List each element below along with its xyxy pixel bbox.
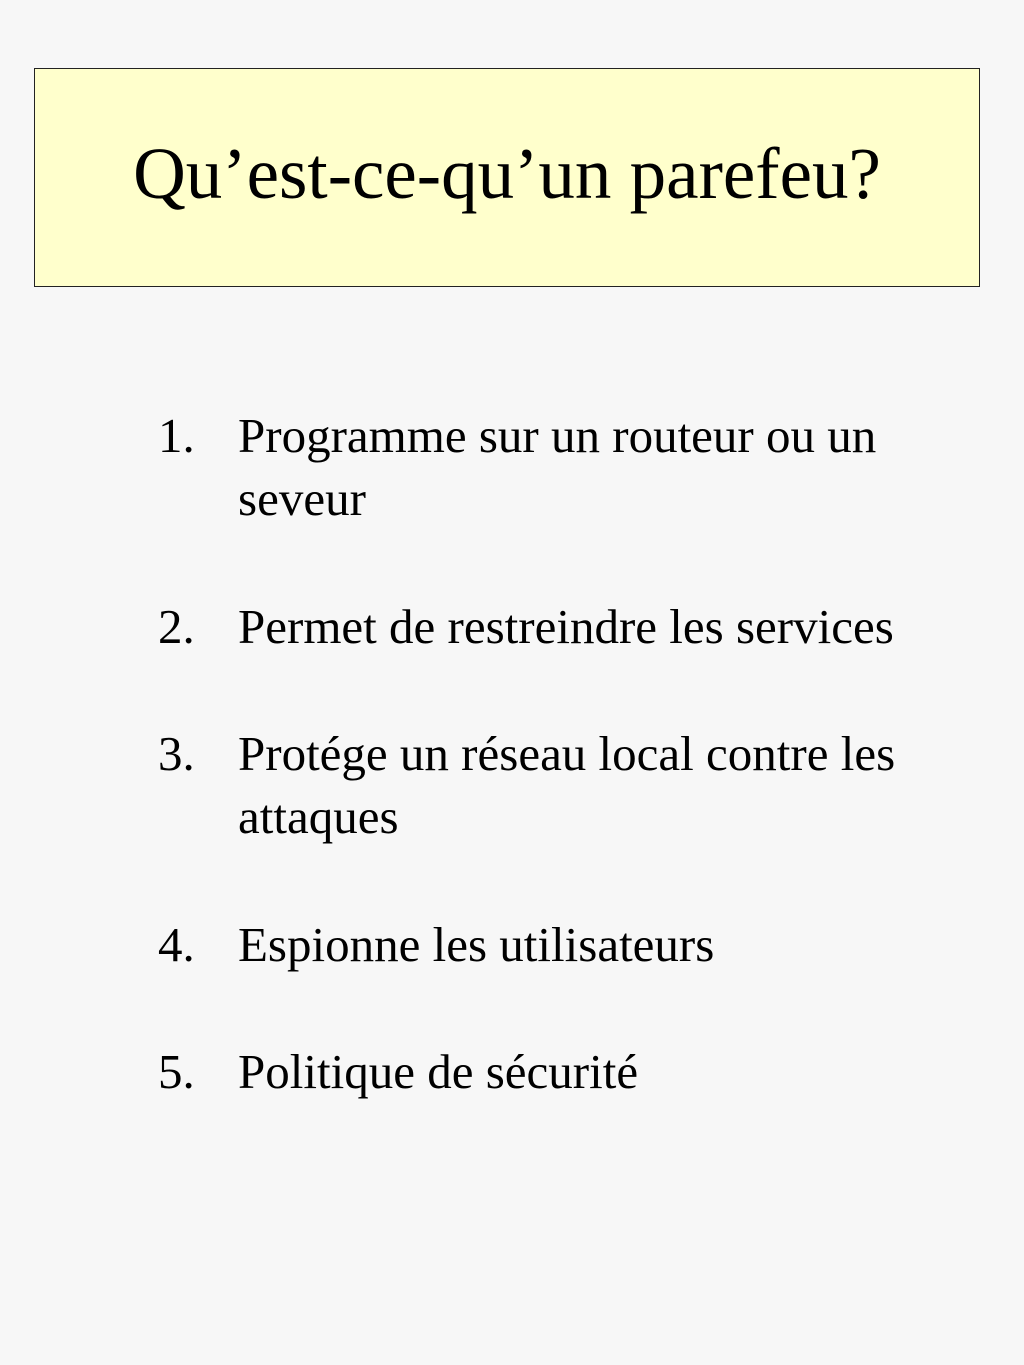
list-item-number: 2. [158,599,195,654]
list-item-text: Politique de sécurité [238,1044,639,1099]
title-box [34,68,980,287]
list-item-number: 1. [158,408,195,463]
list-item-number: 5. [158,1044,195,1099]
slide-title: Qu’est-ce-qu’un parefeu? [133,133,881,214]
list-item-text: Permet de restreindre les services [238,599,894,654]
list-item-text: Espionne les utilisateurs [238,917,715,972]
list-item-text: Protége un réseau local contre les attaques [238,726,896,844]
list-item-text: Programme sur un routeur ou un seveur [238,408,877,526]
list-item-number: 4. [158,917,195,972]
list-item-number: 3. [158,726,195,781]
